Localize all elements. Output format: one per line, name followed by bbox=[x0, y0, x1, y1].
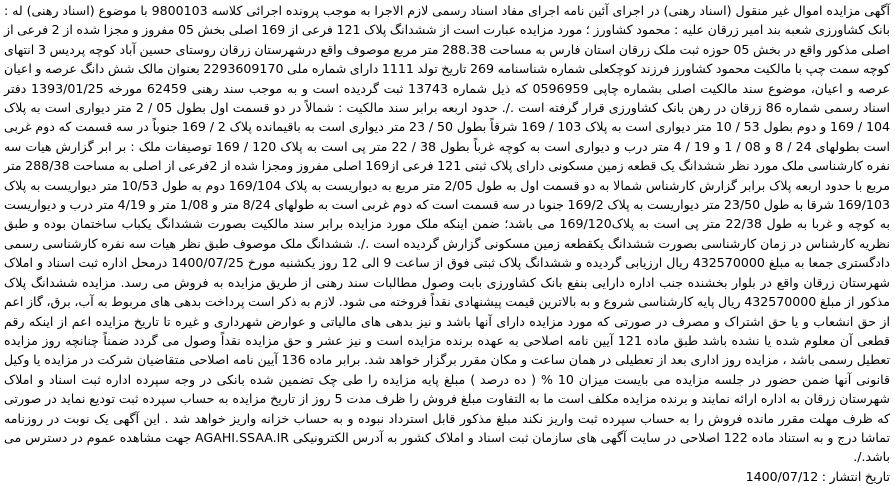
auction-notice-document bbox=[4, 1, 890, 486]
publication-date: تاریخ انتشار : 1400/07/12 bbox=[745, 468, 890, 484]
notice-body-text: آگهی مزایده اموال غیر منقول (اسناد رهنی) در اجرای آئین نامه اجرای مفاد اسناد رسمی لازم الاجرا به موجب پرونده اجرائی کلاسه 9800103 با موضوع (اسناد رهنی) له : بانک کشاورزی شعبه بند امیر زرقان علیه : محمود کشاورز ؛ مورد مزایده عبارت است از ششدانگ پلاک 121 فرعی از 169 اصلی بخش 05 مفروز و مجزا شده از 2 فرعی از اصلی مذکور واقع در بخش 05 حوزه ثبت ملک زرقان استان فارس به مساحت 288.38 متر مربع موصوف واقع درشهرستان زرقان روستای حسین آباد کوچه پردیس 3 انتهای کوچه سمت چپ با مالکیت محمود کشاورز فرزند کوچکعلی شماره شناسنامه 269 تاریخ تولد 1111 دارای شماره ملی 2293609170 بعنوان مالک شش دانگ عرصه و اعیان عرصه و اعیان، موضوع سند مالکیت اصلی بشماره چاپی 0596959 که ذیل شماره 13743 ثبت گردیده است و به موجب سند رهنی 62459 مورخه 1393/01/25 دفتر اسناد رسمی شماره 86 زرقان در رهن بانک کشاورزی قرار گرفته است ./. حدود اربعه برابر سند مالکیت : شمالاً در دو قسمت اول بطول 05 / 2 متر دیواری است به پلاک 104 / 169 و دوم بطول 53 / 10 متر دیواری است به پلاک 103 / 169 شرقاً بطول 50 / 23 متر دیواری است به باقیمانده پلاک 2 / 169 جنوباً در سه قسمت که دوم غربی است بطولهای 24 / 8 و 08 / 1 و 19 / 4 متر درب و دیواری است به کوچه غرباً بطول 38 / 22 متر پی است به پلاک 120 / 169 توصیفات ملک : بر ابر گزارش هیات سه نفره کارشناسی ملک مورد نظر ششدانگ یک قطعه زمین مسکونی دارای پلاک ثبتی 121 فرعی از169 اصلی مفروز ومجزا شده از 2فرعی از اصلی به مساحت 288/38 متر مربع با حدود اربعه پلاک برابر گزارش کارشناس شمالا به دو قسمت اول به طول 2/05 متر مربع به دیواریست به پلاک 169/104 دوم به طول 10/53 متر دیواریست به پلاک 169/103 شرقا به طول 23/50 متر دیواریست به پلاک 169/2 جنوبا در سه قسمت است که دوم غربی است به طولهای 8/24 متر و 1/08 متر و 4/19 متر درب و دیواریست به کوچه و غربا به طول 22/38 متر پی است به پلاک169/120 می باشد؛ ضمن اینکه ملک مورد مزایده برابر سند مالکیت بصورت ششدانگ یکباب ساختمان بوده و طبق نظریه کارشناس در زمان کارشناسی بصورت ششدانگ یکقطعه زمین مسکونی گزارش گردیده است ./. ششدانگ ملک موصوف طبق نظر هیات سه نفره کارشناسی رسمی دادگستری جمعا به مبلغ 432570000 ریال ارزیابی گردیده و ششدانگ پلاک ثبتی فوق از ساعت 9 الی 12 روز یکشنبه مورخ 1400/07/25 درمحل اداره ثبت اسناد و املاک شهرستان زرقان واقع در بلوار بخشنده جنب اداره دارایی بنفع بانک کشاورزی بابت وصول مطالبات سند رهنی از طریق مزایده به فروش می رسد. مزایده ششدانگ پلاک مذکور از مبلغ 432570000 ریال پایه کارشناسی شروع و به بالاترین قیمت پیشنهادی نقداً فروخته می شود. لازم به ذکر است پرداخت بدهی های مربوط به آب، برق، گاز اعم از حق انشعاب و یا حق اشتراک و مصرف در صورتی که مورد مزایده دارای آنها باشد و نیز بدهی های مالیاتی و عوارض شهرداری و غیره تا تاریخ مزایده اعم از اینکه رقم قطعی آن معلوم شده یا نشده باشد طبق ماده 121 آیین نامه اصلاحی به عهده برنده مزایده است و نیز عشر و حق مزایده نقداً وصول می گردد ضمناً چنانچه روز مزایده تعطیل رسمی باشد ، مزایده روز اداری بعد از تعطیلی در همان ساعت و مکان مقرر برگزار خواهد شد. برابر ماده 136 آیین نامه اصلاحی متقاضیان شرکت در مزایده یا وکیل قانونی آنها ضمن حضور در جلسه مزایده می بایست میزان 10 % ( ده درصد ) مبلغ پایه مزایده را طی چک تضمین شده بانکی در وجه سپرده اداره ثبت اسناد و املاک شهرستان زرقان به اداره ارائه نمایند و برنده مزایده مکلف است ما به التفاوت مبلغ فروش را ظرف مدت 5 روز از تاریخ مزایده به حساب سپرده ثبت تودیع نماید در صورتی که ظرف مهلت مقرر مانده فروش را به حساب سپرده ثبت واریز نکند مبلغ مذکور قابل استرداد نبوده و به حساب خزانه واریز خواهد شد . این آگهی یک نوبت در روزنامه تماشا درج و به استناد ماده 122 اصلاحی در سایت آگهی های سازمان ثبت اسناد و املاک کشور به آدرس الکترونیکی AGAHI.SSAA.IR جهت مشاهده عموم در دسترس می باشد./. bbox=[4, 3, 891, 465]
